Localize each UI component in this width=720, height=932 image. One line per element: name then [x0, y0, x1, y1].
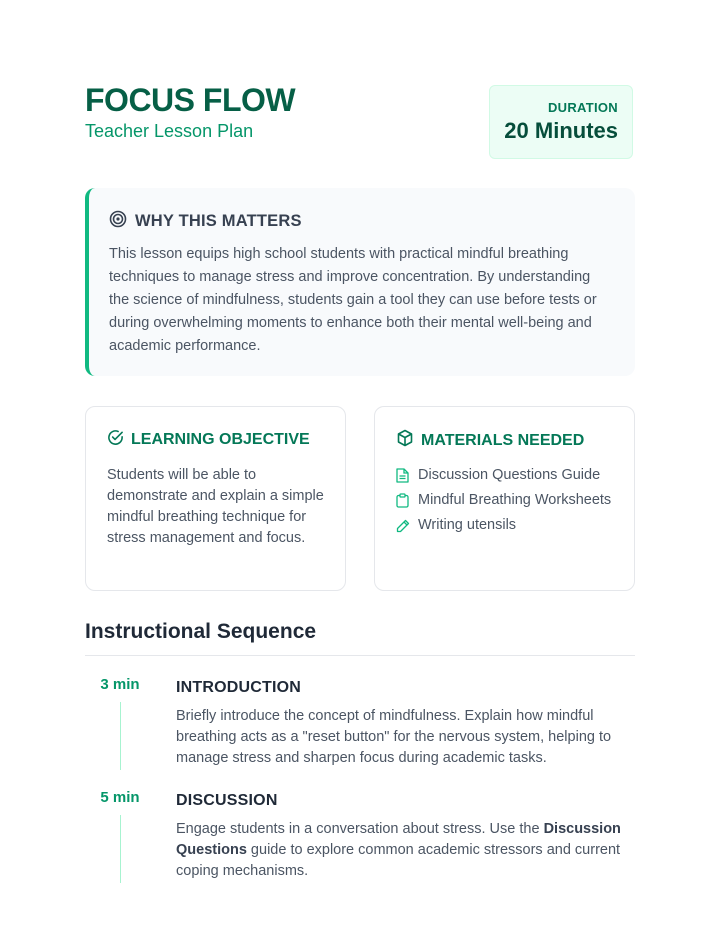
step-text-bold: Discussion Questions: [176, 821, 621, 858]
materials-title: MATERIALS NEEDED: [421, 431, 585, 449]
divider: [85, 655, 635, 656]
material-label: Discussion Questions Guide: [418, 467, 601, 483]
materials-list: [396, 465, 614, 536]
page-subtitle: Teacher Lesson Plan: [85, 121, 254, 141]
objective-title: LEARNING OBJECTIVE: [131, 431, 310, 448]
document-icon: [396, 468, 410, 483]
material-label: Mindful Breathing Worksheets: [418, 492, 612, 508]
duration-label: DURATION: [547, 100, 618, 115]
list-item: [396, 490, 614, 511]
list-item: [396, 515, 614, 536]
material-label: Writing utensils: [418, 517, 517, 533]
why-text: This lesson equips high school students with practical mindful breathing techniques to manage stress and improve concentration. By understanding the science of mindfulness, students gain a tool they can use before tests or during overwhelming moments to enhance both their mental well-being and academic performance.: [109, 246, 597, 354]
step-name: INTRODUCTION: [176, 679, 302, 696]
why-title: WHY THIS MATTERS: [135, 212, 302, 230]
step-text-part: Engage students in a conversation about stress. Use the: [176, 821, 544, 837]
step-text: Briefly introduce the concept of mindfulness. Explain how mindful breathing acts as a "reset button" for the nervous system, helping to manage stress and sharpen focus during academic tasks.: [176, 708, 612, 766]
duration-value: 20 Minutes: [504, 118, 618, 143]
learning-objective-card: [85, 406, 346, 591]
check-circle-icon: [107, 429, 124, 451]
duration-badge: [489, 85, 633, 159]
page-title: FOCUS FLOW: [85, 82, 296, 118]
step-name: DISCUSSION: [176, 792, 278, 809]
list-item: [396, 465, 614, 486]
why-this-matters-box: [85, 188, 635, 376]
clipboard-icon: [396, 493, 410, 508]
timeline-line: [120, 702, 121, 770]
target-icon: [109, 210, 127, 233]
objective-text: Students will be able to demonstrate and explain a simple mindful breathing technique for stress management and focus.: [107, 467, 324, 546]
pencil-icon: [396, 519, 410, 533]
step-text: [176, 819, 636, 882]
step-time: 5 min: [100, 789, 140, 806]
materials-card: [374, 406, 635, 591]
timeline-line: [120, 815, 121, 883]
step-text-part: guide to explore common academic stressors and current coping mechanisms.: [176, 842, 621, 879]
package-icon: [396, 429, 414, 452]
sequence-title: Instructional Sequence: [85, 620, 317, 643]
step-time: 3 min: [100, 676, 140, 693]
